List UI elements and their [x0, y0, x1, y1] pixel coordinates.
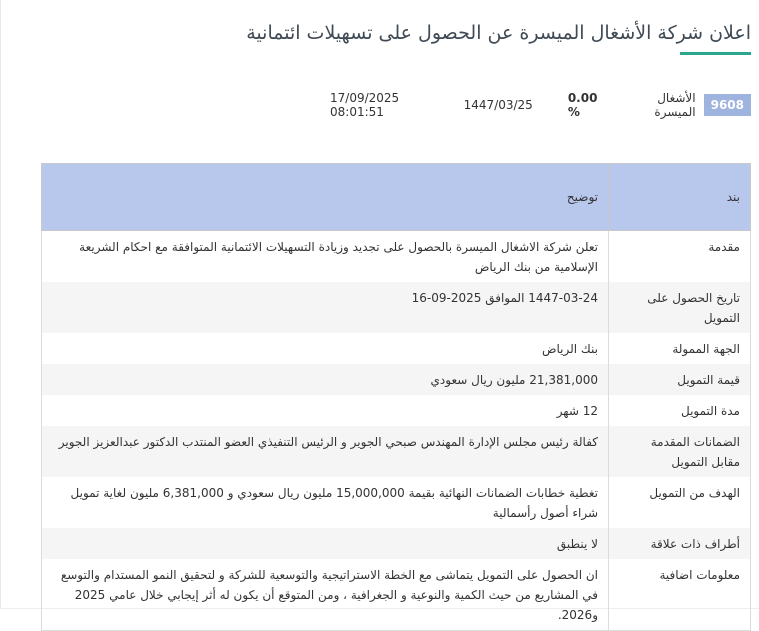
- row-value: 1447-03-24 الموافق 2025-09-16: [42, 282, 609, 333]
- row-value: 12 شهر: [42, 395, 609, 426]
- announcement-datetime: 17/09/2025 08:01:51: [330, 91, 400, 119]
- row-value: كفالة رئيس مجلس الإدارة المهندس صبحي الجوير و الرئيس التنفيذي العضو المنتدب الدكتور عبدالعزيز الجوير: [42, 426, 609, 477]
- row-key: معلومات اضافية: [609, 559, 751, 631]
- table-row: [42, 333, 751, 364]
- stock-info-row: [330, 91, 751, 119]
- row-key: الجهة الممولة: [609, 333, 751, 364]
- row-key: مدة التمويل: [609, 395, 751, 426]
- page-left-border: [0, 0, 1, 609]
- row-key: أطراف ذات علاقة: [609, 528, 751, 559]
- table-header-row: [42, 164, 751, 231]
- price-change: 0.00 %: [567, 91, 598, 119]
- row-key: قيمة التمويل: [609, 364, 751, 395]
- announcement-title: اعلان شركة الأشغال الميسرة عن الحصول على تسهيلات ائتمانية: [246, 22, 751, 44]
- header-item: بند: [609, 164, 751, 231]
- table-row: [42, 395, 751, 426]
- stock-code-badge[interactable]: 9608: [704, 94, 751, 116]
- row-value: ان الحصول على التمويل يتماشى مع الخطة الاستراتيجية والتوسعية للشركة و لتحقيق النمو المستدام والتوسع في المشاريع من حيث الكمية والنوعية و الجغرافية ، ومن المتوقع أن يكون له أثر إيجابي خلال عامي 2025 و2026.: [42, 559, 609, 631]
- row-key: الهدف من التمويل: [609, 477, 751, 528]
- table-row: [42, 528, 751, 559]
- row-value: لا ينطبق: [42, 528, 609, 559]
- row-value: تعلن شركة الاشغال الميسرة بالحصول على تجديد وزيادة التسهيلات الائتمانية المتوافقة مع احكام الشريعة الإسلامية من بنك الرياض: [42, 231, 609, 283]
- table-row: [42, 477, 751, 528]
- table-row: [42, 559, 751, 631]
- row-value: بنك الرياض: [42, 333, 609, 364]
- table-row: [42, 282, 751, 333]
- row-value: تغطية خطابات الضمانات النهائية بقيمة 15,000,000 مليون ريال سعودي و 6,381,000 مليون لغاية تمويل شراء أصول رأسمالية: [42, 477, 609, 528]
- table-row: [42, 364, 751, 395]
- row-key: تاريخ الحصول على التمويل: [609, 282, 751, 333]
- row-value: 21,381,000 مليون ريال سعودي: [42, 364, 609, 395]
- company-name[interactable]: الأشغال الميسرة: [654, 91, 696, 119]
- row-key: الضمانات المقدمة مقابل التمويل: [609, 426, 751, 477]
- table-row: [42, 231, 751, 283]
- hijri-date: 1447/03/25: [463, 98, 533, 112]
- table-row: [42, 426, 751, 477]
- title-underline: [680, 52, 751, 55]
- header-description: توضيح: [42, 164, 609, 231]
- row-key: مقدمة: [609, 231, 751, 283]
- announcement-details-table: [41, 163, 751, 631]
